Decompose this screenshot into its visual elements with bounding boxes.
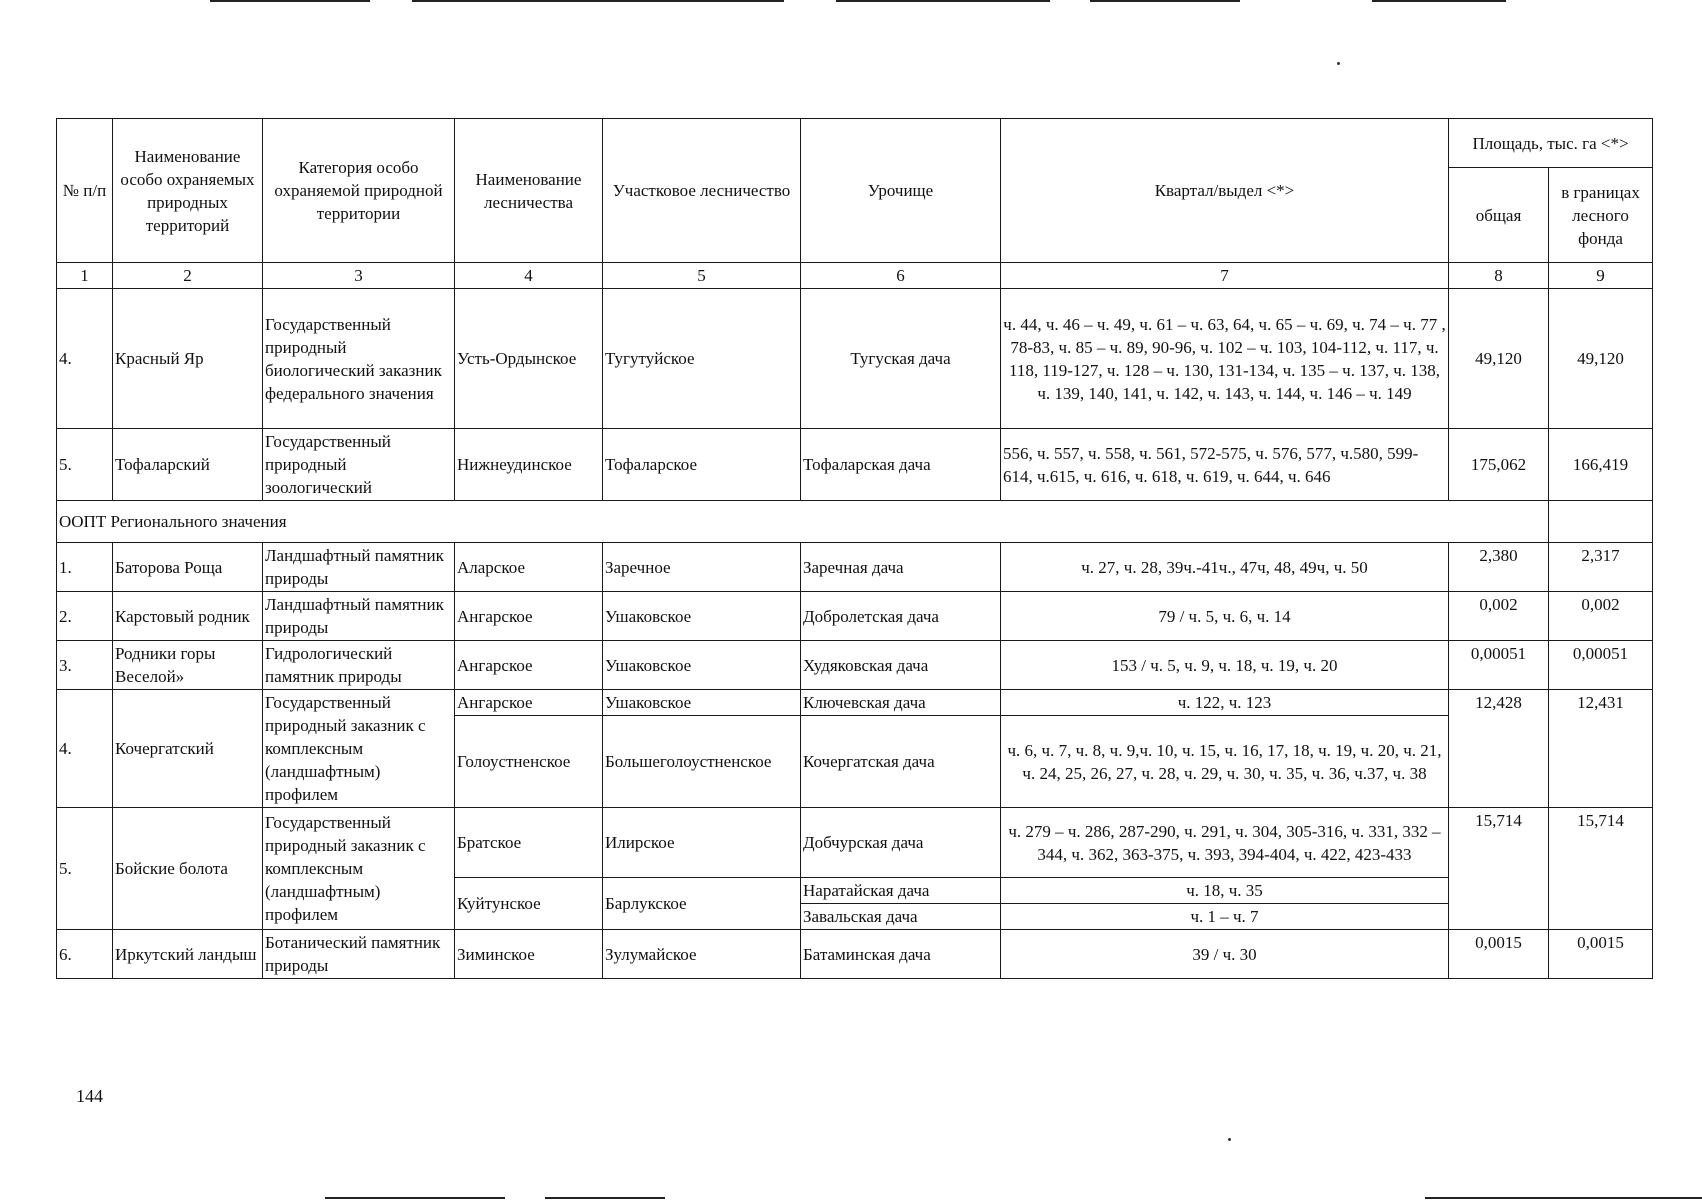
- row-name: Карстовый родник: [113, 592, 263, 641]
- row-tract: Тугуская дача: [801, 289, 1001, 429]
- row-quarter: 153 / ч. 5, ч. 9, ч. 18, ч. 19, ч. 20: [1001, 641, 1449, 690]
- row-forestry: Ангарское: [455, 641, 603, 690]
- row-category: Гидрологический памятник природы: [263, 641, 455, 690]
- section-row: [57, 501, 1653, 543]
- row-forestry: Куйтунское: [455, 878, 603, 930]
- section-title: ООПТ Регионального значения: [57, 501, 1549, 543]
- row-num: 5.: [57, 429, 113, 501]
- row-area-forest: 15,714: [1549, 808, 1653, 930]
- row-name: Кочергатский: [113, 690, 263, 808]
- row-tract: Добчурская дача: [801, 808, 1001, 878]
- row-forestry: Зиминское: [455, 930, 603, 979]
- row-forestry: Ангарское: [455, 592, 603, 641]
- table-row: [57, 690, 1653, 716]
- row-category: Государственный природный зоологический: [263, 429, 455, 501]
- row-area-forest: 0,00051: [1549, 641, 1653, 690]
- column-number-row: [57, 263, 1653, 289]
- header-district: Участковое лесничество: [603, 119, 801, 263]
- col-number: 1: [57, 263, 113, 289]
- row-area-total: 175,062: [1449, 429, 1549, 501]
- table-row: [57, 592, 1653, 641]
- row-tract: Добролетская дача: [801, 592, 1001, 641]
- row-district: Заречное: [603, 543, 801, 592]
- scan-line: [325, 1197, 505, 1199]
- scan-line: [1425, 1197, 1702, 1199]
- scan-line: [412, 0, 784, 2]
- row-quarter: ч. 279 – ч. 286, 287-290, ч. 291, ч. 304, 305-316, ч. 331, 332 – 344, ч. 362, 363-375, ч. 393, 394-404, ч. 422, 423-433: [1001, 808, 1449, 878]
- row-district: Большеголоустненское: [603, 716, 801, 808]
- row-num: 5.: [57, 808, 113, 930]
- row-district: Ушаковское: [603, 641, 801, 690]
- header-area-forest: в границах лесного фонда: [1549, 168, 1653, 263]
- col-number: 7: [1001, 263, 1449, 289]
- row-district: Тугутуйское: [603, 289, 801, 429]
- row-category: Ботанический памятник природы: [263, 930, 455, 979]
- row-area-total: 15,714: [1449, 808, 1549, 930]
- row-tract: Худяковская дача: [801, 641, 1001, 690]
- row-area-forest: 49,120: [1549, 289, 1653, 429]
- row-quarter: ч. 44, ч. 46 – ч. 49, ч. 61 – ч. 63, 64, ч. 65 – ч. 69, ч. 74 – ч. 77 , 78-83, ч. 85 – ч. 89, 90-96, ч. 102 – ч. 103, 104-112, ч. 117, ч. 118, 119-127, ч. 128 – ч. 130, 131-134, ч. 135 – ч. 137, ч. 138, ч. 139, 140, 141, ч. 142, ч. 143, ч. 144, ч. 146 – ч. 149: [1001, 289, 1449, 429]
- scan-line: [1372, 0, 1506, 2]
- protected-areas-table: [56, 118, 1653, 979]
- header-category: Категория особо охраняемой природной территории: [263, 119, 455, 263]
- header-area-total: общая: [1449, 168, 1549, 263]
- scan-dot: [1228, 1138, 1231, 1141]
- row-quarter: 79 / ч. 5, ч. 6, ч. 14: [1001, 592, 1449, 641]
- scan-dot: [1337, 62, 1340, 65]
- row-area-total: 12,428: [1449, 690, 1549, 808]
- row-area-total: 0,00051: [1449, 641, 1549, 690]
- header-tract: Урочище: [801, 119, 1001, 263]
- header-forestry: Наименование лесничества: [455, 119, 603, 263]
- header-num: № п/п: [57, 119, 113, 263]
- table-row: [57, 543, 1653, 592]
- table-row: [57, 808, 1653, 878]
- row-forestry: Усть-Ордынское: [455, 289, 603, 429]
- scan-line: [1090, 0, 1240, 2]
- scan-line: [545, 1197, 665, 1199]
- table-row: [57, 641, 1653, 690]
- row-quarter: 556, ч. 557, ч. 558, ч. 561, 572-575, ч. 576, 577, ч.580, 599-614, ч.615, ч. 616, ч. 618, ч. 619, ч. 644, ч. 646: [1001, 429, 1449, 501]
- scan-line: [836, 0, 1050, 2]
- header-name: Наименование особо охраняемых природных территорий: [113, 119, 263, 263]
- row-tract: Наратайская дача: [801, 878, 1001, 904]
- table-header-row: [57, 119, 1653, 168]
- row-forestry: Аларское: [455, 543, 603, 592]
- row-category: Ландшафтный памятник природы: [263, 592, 455, 641]
- row-quarter: ч. 1 – ч. 7: [1001, 904, 1449, 930]
- row-district: Илирское: [603, 808, 801, 878]
- row-quarter: 39 / ч. 30: [1001, 930, 1449, 979]
- row-num: 4.: [57, 690, 113, 808]
- row-forestry: Братское: [455, 808, 603, 878]
- row-quarter: ч. 122, ч. 123: [1001, 690, 1449, 716]
- row-area-forest: 0,002: [1549, 592, 1653, 641]
- row-quarter: ч. 6, ч. 7, ч. 8, ч. 9,ч. 10, ч. 15, ч. 16, 17, 18, ч. 19, ч. 20, ч. 21, ч. 24, 25, 26, 27, ч. 28, ч. 29, ч. 30, ч. 35, ч. 36, ч.37, ч. 38: [1001, 716, 1449, 808]
- row-district: Ушаковское: [603, 592, 801, 641]
- row-quarter: ч. 18, ч. 35: [1001, 878, 1449, 904]
- row-name: Родники горы Веселой»: [113, 641, 263, 690]
- col-number: 5: [603, 263, 801, 289]
- col-number: 6: [801, 263, 1001, 289]
- col-number: 9: [1549, 263, 1653, 289]
- scan-line: [210, 0, 370, 2]
- row-area-total: 2,380: [1449, 543, 1549, 592]
- row-forestry: Ангарское: [455, 690, 603, 716]
- table-row: [57, 930, 1653, 979]
- row-district: Тофаларское: [603, 429, 801, 501]
- col-number: 4: [455, 263, 603, 289]
- row-category: Ландшафтный памятник природы: [263, 543, 455, 592]
- row-area-forest: 166,419: [1549, 429, 1653, 501]
- row-area-total: 49,120: [1449, 289, 1549, 429]
- row-num: 4.: [57, 289, 113, 429]
- row-area-forest: 2,317: [1549, 543, 1653, 592]
- row-category: Государственный природный биологический заказник федерального значения: [263, 289, 455, 429]
- col-number: 3: [263, 263, 455, 289]
- header-quarter: Квартал/выдел <*>: [1001, 119, 1449, 263]
- row-tract: Кочергатская дача: [801, 716, 1001, 808]
- row-tract: Батаминская дача: [801, 930, 1001, 979]
- row-tract: Ключевская дача: [801, 690, 1001, 716]
- section-empty-cell: [1549, 501, 1653, 543]
- page-number: 144: [76, 1086, 103, 1106]
- table-row: [57, 289, 1653, 429]
- row-district: Ушаковское: [603, 690, 801, 716]
- row-tract: Тофаларская дача: [801, 429, 1001, 501]
- document-table-wrapper: [56, 118, 1652, 979]
- header-area: Площадь, тыс. га <*>: [1449, 119, 1653, 168]
- row-category: Государственный природный заказник с комплексным (ландшафтным) профилем: [263, 690, 455, 808]
- row-district: Зулумайское: [603, 930, 801, 979]
- row-forestry: Голоустненское: [455, 716, 603, 808]
- row-num: 3.: [57, 641, 113, 690]
- table-row: [57, 429, 1653, 501]
- row-name: Бойские болота: [113, 808, 263, 930]
- row-area-total: 0,002: [1449, 592, 1549, 641]
- row-num: 1.: [57, 543, 113, 592]
- row-num: 6.: [57, 930, 113, 979]
- row-quarter: ч. 27, ч. 28, 39ч.-41ч., 47ч, 48, 49ч, ч. 50: [1001, 543, 1449, 592]
- col-number: 2: [113, 263, 263, 289]
- row-area-forest: 12,431: [1549, 690, 1653, 808]
- row-category: Государственный природный заказник с комплексным (ландшафтным) профилем: [263, 808, 455, 930]
- row-area-total: 0,0015: [1449, 930, 1549, 979]
- row-name: Тофаларский: [113, 429, 263, 501]
- row-tract: Заречная дача: [801, 543, 1001, 592]
- row-forestry: Нижнеудинское: [455, 429, 603, 501]
- row-name: Баторова Роща: [113, 543, 263, 592]
- col-number: 8: [1449, 263, 1549, 289]
- row-district: Барлукское: [603, 878, 801, 930]
- row-area-forest: 0,0015: [1549, 930, 1653, 979]
- row-name: Иркутский ландыш: [113, 930, 263, 979]
- row-tract: Завальская дача: [801, 904, 1001, 930]
- row-name: Красный Яр: [113, 289, 263, 429]
- row-num: 2.: [57, 592, 113, 641]
